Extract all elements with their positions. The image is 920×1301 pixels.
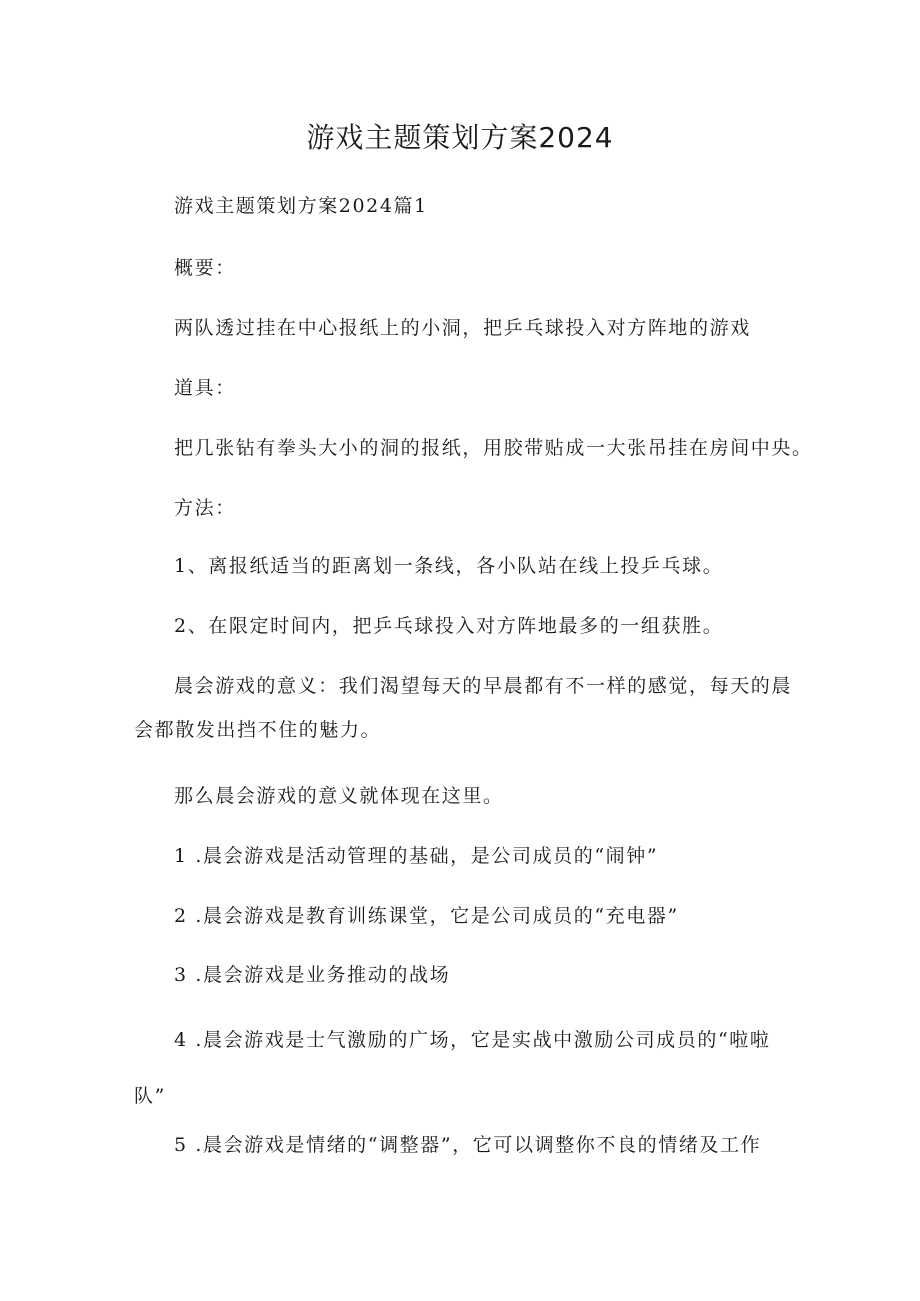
meaning-paragraph: 晨会游戏的意义：我们渴望每天的早晨都有不一样的感觉，每天的晨会都散发出挡不住的魅力。 <box>134 675 793 741</box>
method-step: 1、离报纸适当的距离划一条线，各小队站在线上投乒乓球。 <box>174 555 724 577</box>
document-title: 游戏主题策划方案2024 <box>306 121 614 154</box>
method-label: 方法： <box>174 497 236 519</box>
meaning-point: 3 .晨会游戏是业务推动的战场 <box>174 964 451 986</box>
meaning-point: 1 .晨会游戏是活动管理的基础，是公司成员的“闹钟” <box>174 845 659 867</box>
meaning-intro: 那么晨会游戏的意义就体现在这里。 <box>174 785 504 807</box>
section-heading: 游戏主题策划方案2024篇1 <box>174 195 428 217</box>
method-step: 2、在限定时间内，把乒乓球投入对方阵地最多的一组获胜。 <box>174 615 724 637</box>
overview-label: 概要： <box>174 257 236 279</box>
meaning-point: 5 .晨会游戏是情绪的“调整器”，它可以调整你不良的情绪及工作 <box>174 1134 762 1156</box>
meaning-point: 4 .晨会游戏是士气激励的广场，它是实战中激励公司成员的“啦啦队” <box>134 1029 771 1107</box>
props-text: 把几张钻有拳头大小的洞的报纸，用胶带贴成一大张吊挂在房间中央。 <box>174 437 813 459</box>
overview-text: 两队透过挂在中心报纸上的小洞，把乒乓球投入对方阵地的游戏 <box>174 317 751 339</box>
props-label: 道具： <box>174 377 236 399</box>
meaning-point: 2 .晨会游戏是教育训练课堂，它是公司成员的“充电器” <box>174 905 679 927</box>
